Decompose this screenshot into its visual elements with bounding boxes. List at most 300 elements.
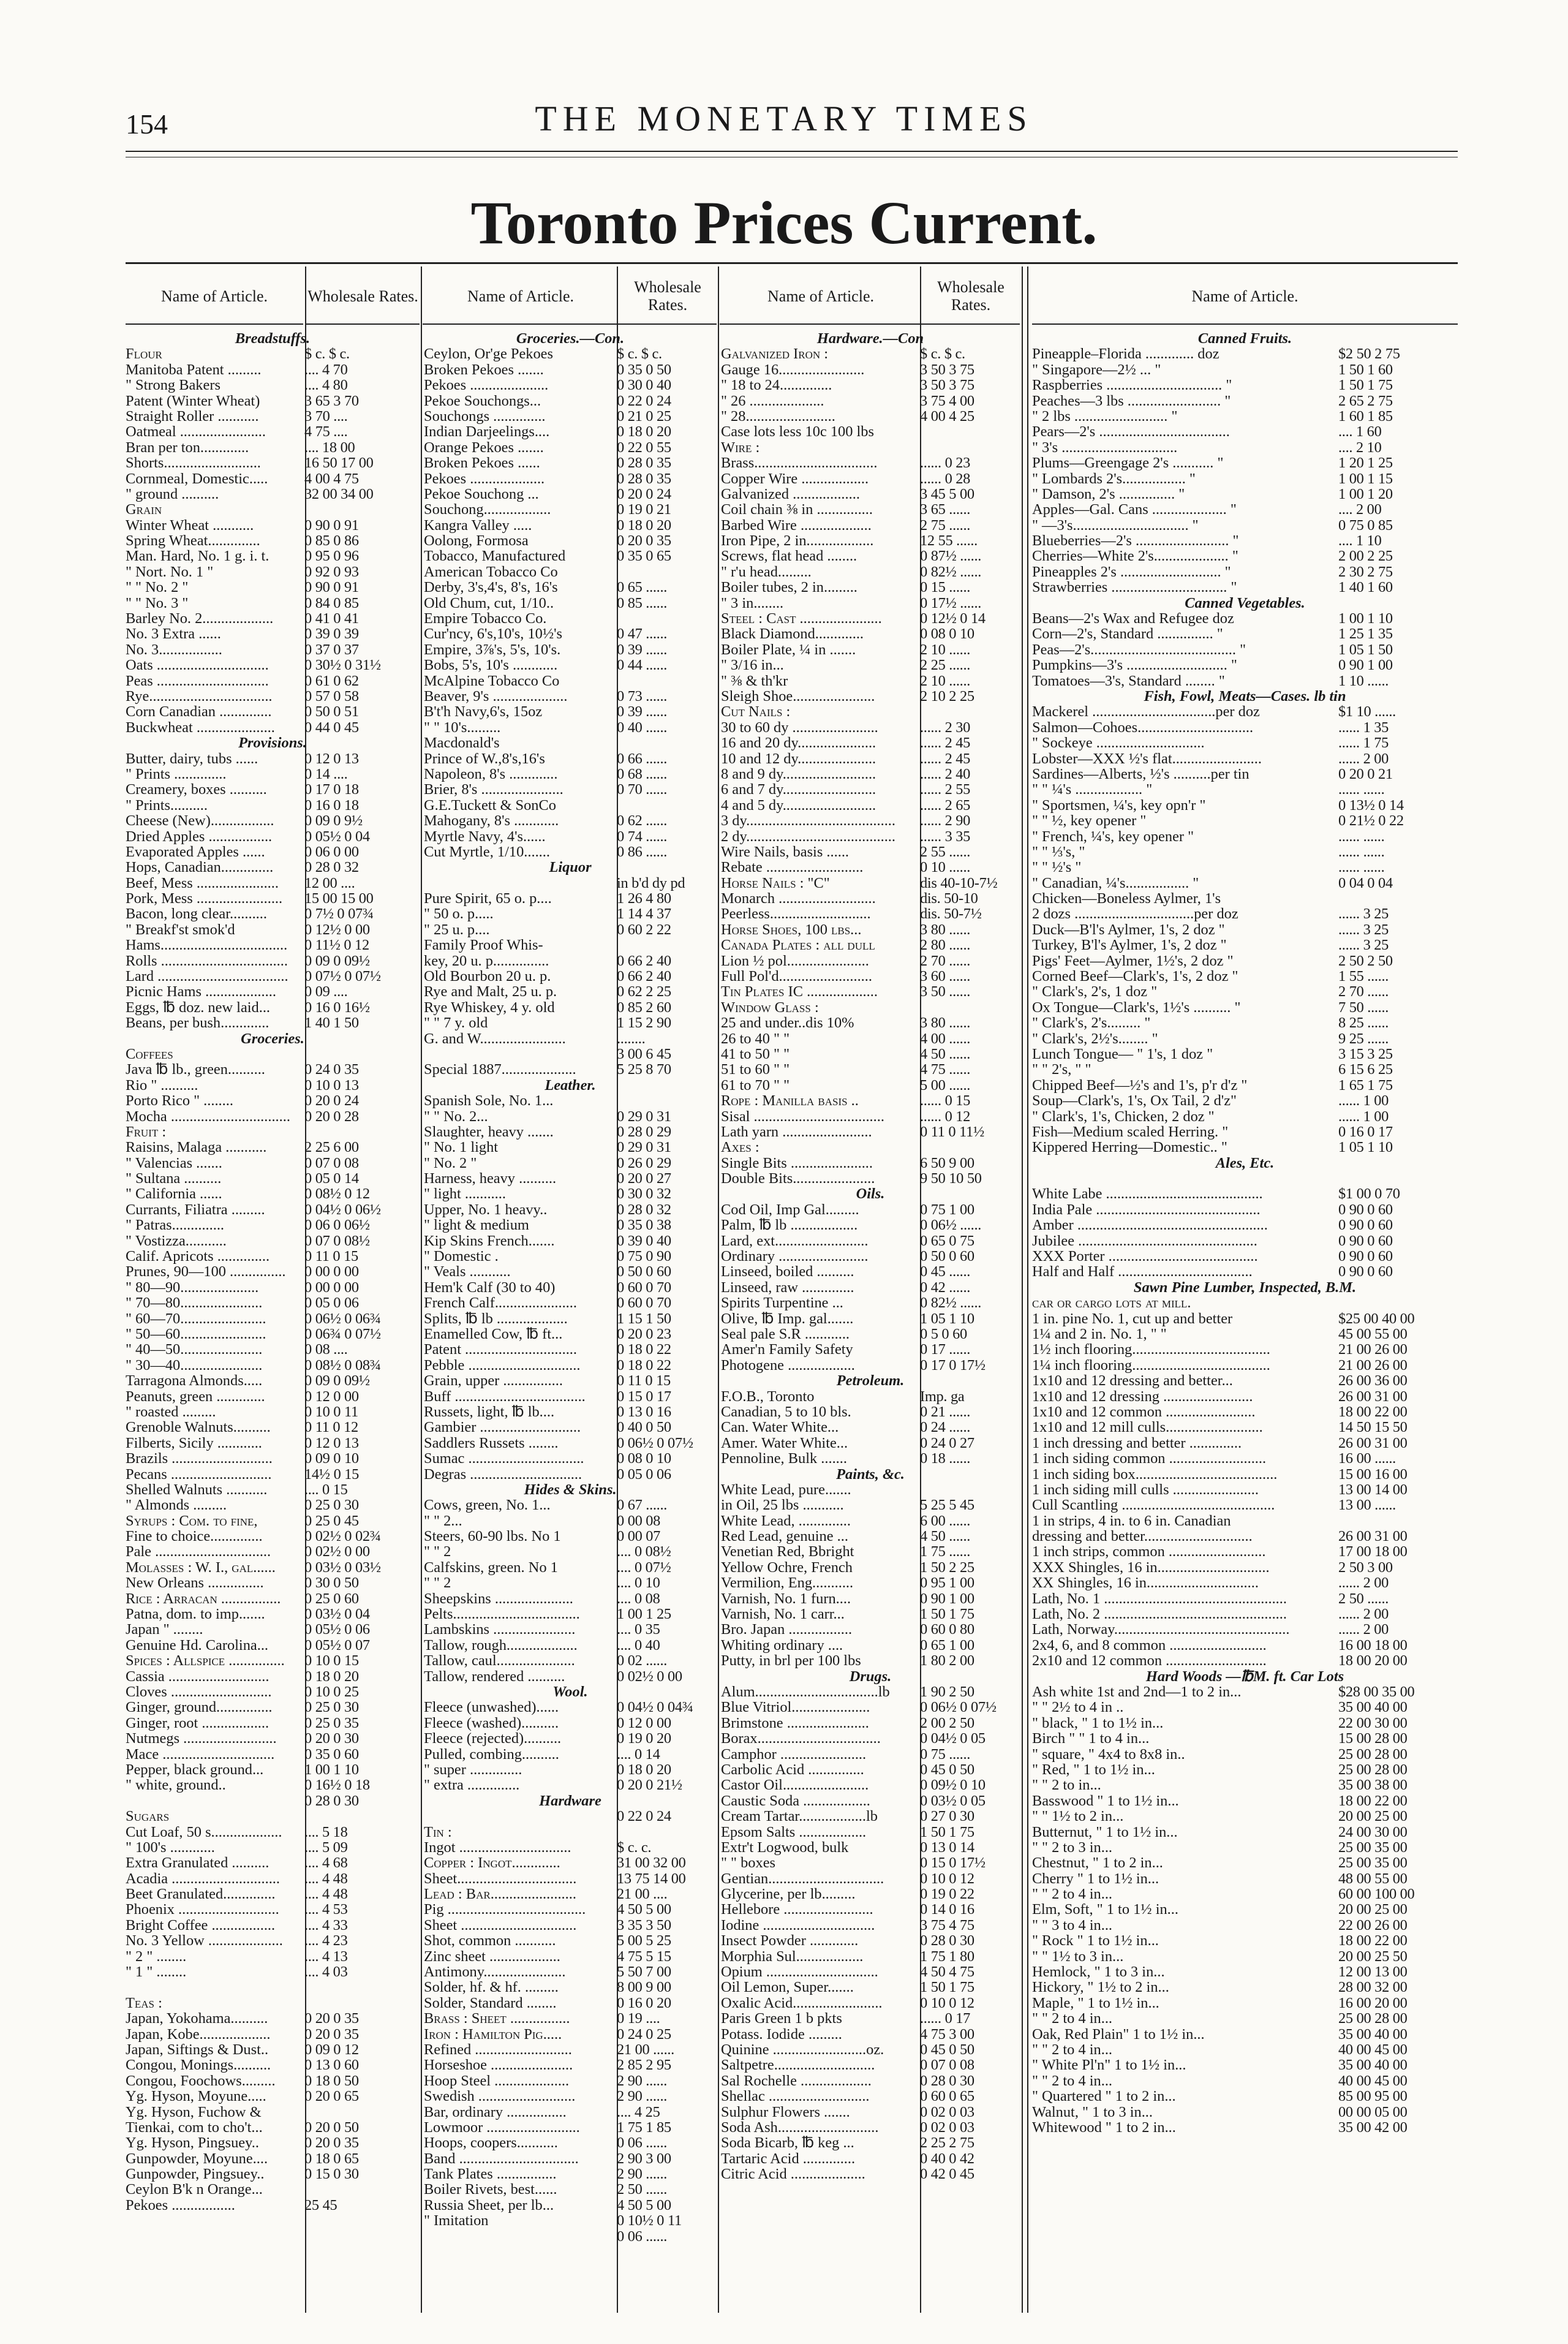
article-name: " " 2½ to 4 in ..: [1032, 1699, 1124, 1715]
article-name: McAlpine Tobacco Co: [424, 673, 560, 689]
section-heading: [1032, 689, 1458, 704]
article-name: Walnut, " 1 to 3 in...: [1032, 2104, 1153, 2120]
article-name: " Quartered " 1 to 2 in...: [1032, 2089, 1176, 2104]
wholesale-rate: .... 5 09: [304, 1839, 348, 1856]
article-name: Copper Wire ..................: [721, 471, 869, 486]
wholesale-rate: ...... 2 30: [920, 719, 971, 736]
article-name: Whiting ordinary ....: [721, 1637, 843, 1654]
article-name: " 1 " ........: [126, 1964, 187, 1980]
article-name: Lion ½ pol......................: [721, 953, 869, 969]
price-row: [126, 1622, 420, 1637]
article-name: 1x10 and 12 common ........................: [1032, 1404, 1256, 1420]
price-row: [424, 518, 717, 533]
article-name: Wire Nails, basis ......: [721, 844, 850, 860]
price-row: [424, 1249, 717, 1264]
price-row: [424, 1529, 717, 1544]
wholesale-rate: .... 4 13: [304, 1948, 348, 1965]
price-row: [721, 2027, 1020, 2042]
wholesale-rate: .... 4 80: [304, 377, 348, 393]
wholesale-rate: 0 21 ......: [920, 1404, 971, 1420]
wholesale-rate: 0 12 0 00: [617, 1715, 671, 1731]
article-name: " " 2 to 4 in...: [1032, 2011, 1113, 2027]
price-row: [126, 1124, 420, 1140]
price-row: [126, 1140, 420, 1155]
wholesale-rate: $1 10 ......: [1338, 704, 1396, 720]
wholesale-rate: 35 00 38 00: [1338, 1777, 1408, 1793]
wholesale-rate: [920, 704, 1020, 719]
price-row: [1032, 1933, 1458, 1948]
wholesale-rate: 0 28 0 32: [304, 860, 359, 875]
price-row: [424, 1217, 717, 1233]
price-row: [721, 1964, 1020, 1979]
wholesale-rate: 1 25 1 35: [1338, 626, 1393, 642]
price-row: [1032, 953, 1458, 969]
wholesale-rate: 0 05½ 0 04: [304, 828, 370, 844]
price-row: [126, 1186, 420, 1201]
wholesale-rate: 25 00 35 00: [1338, 1855, 1408, 1871]
article-name: Oats ..............................: [126, 657, 269, 673]
price-row: [424, 766, 717, 782]
price-row: [424, 704, 717, 719]
wholesale-rate: 0 42 0 45: [920, 2166, 974, 2182]
article-name: " Sportsmen, ¼'s, key opn'r ": [1032, 797, 1206, 814]
wholesale-rate: .... 4 23: [304, 1933, 348, 1949]
wholesale-rate: 4 75 5 15: [617, 1948, 671, 1965]
price-row: [424, 1731, 717, 1746]
article-name: Seal pale S.R ............: [721, 1326, 850, 1342]
wholesale-rate: .... 0 07½: [617, 1559, 671, 1576]
price-row: [721, 1902, 1020, 1917]
article-name: Cassia ...........................: [126, 1668, 270, 1684]
price-row: [721, 2120, 1020, 2135]
wholesale-rate: 4 50 ......: [920, 1529, 971, 1544]
wholesale-rate: .... 4 25: [617, 2104, 660, 2120]
wholesale-rate: 0 07½ 0 07½: [304, 969, 381, 985]
wholesale-rate: 0 85 2 60: [617, 999, 671, 1016]
price-row: [1032, 1062, 1458, 1077]
article-name: Spirits Turpentine ...: [721, 1295, 843, 1311]
article-name: Pig .....................................: [424, 1902, 586, 1918]
price-row: [126, 440, 420, 455]
wholesale-rate: ...... 2 00: [1338, 1622, 1389, 1638]
price-column-3: [721, 331, 1020, 2182]
price-row: [424, 1233, 717, 1249]
price-row: [126, 1544, 420, 1559]
wholesale-rate: 0 90 0 60: [1338, 1233, 1393, 1249]
wholesale-rate: 0 02½ 0 00: [304, 1544, 370, 1560]
wholesale-rate: 1 50 2 25: [920, 1559, 974, 1576]
price-row: [424, 2198, 717, 2213]
article-name: " No. 1 light: [424, 1140, 499, 1155]
price-row: [126, 1669, 420, 1684]
wholesale-rate: 1 00 1 25: [617, 1606, 671, 1622]
article-name: " Clark's, 2½'s........ ": [1032, 1030, 1158, 1046]
article-name: Indian Darjeelings....: [424, 424, 550, 440]
price-row: [1032, 1233, 1458, 1249]
article-name: " 60—70.......................: [126, 1310, 266, 1326]
price-row: [424, 1964, 717, 1979]
article-name: 41 to 50 " ": [721, 1046, 790, 1062]
article-name: Tin Plates IC ...................: [721, 984, 878, 1000]
wholesale-rate: 21 00 26 00: [1338, 1357, 1408, 1374]
price-row: [126, 782, 420, 797]
price-row: [721, 906, 1020, 921]
price-row: [721, 2042, 1020, 2057]
wholesale-rate: 2 75 ......: [920, 517, 971, 534]
wholesale-rate: 1 75 1 85: [617, 2119, 671, 2136]
price-row: [424, 1513, 717, 1529]
wholesale-rate: [304, 2104, 420, 2120]
article-name: Fish—Medium scaled Herring. ": [1032, 1124, 1229, 1140]
article-name: Hem'k Calf (30 to 40): [424, 1279, 556, 1296]
wholesale-rate: 0 09 0 9½: [304, 813, 363, 829]
wholesale-rate: 0 06½ 0 07½: [617, 1435, 693, 1451]
wholesale-rate: 0 03½ 0 05: [920, 1793, 986, 1809]
article-name: Tienkai, com to cho't...: [126, 2119, 263, 2136]
wholesale-rate: 0 28 0 29: [617, 1124, 671, 1140]
article-name: Morphia Sul..................: [721, 1948, 864, 1965]
price-row: [721, 1078, 1020, 1093]
price-row: [1032, 922, 1458, 937]
price-row: [424, 2011, 717, 2026]
price-row: [1032, 564, 1458, 580]
price-row: [126, 829, 420, 844]
wholesale-rate: 1 75 1 80: [920, 1948, 974, 1965]
price-row: [126, 1264, 420, 1279]
price-row: [721, 813, 1020, 828]
wholesale-rate: 0 05 0 14: [304, 1171, 359, 1187]
article-name: Bacon, long clear..........: [126, 906, 267, 922]
price-row: [126, 1046, 420, 1062]
wholesale-rate: 0 41 0 41: [304, 611, 359, 627]
article-name: Japan, Siftings & Dust..: [126, 2041, 269, 2058]
article-name: " black, " 1 to 1½ in...: [1032, 1715, 1164, 1731]
wholesale-rate: 0 90 0 60: [1338, 1264, 1393, 1280]
article-name: Beans, per bush.............: [126, 1015, 270, 1031]
wholesale-rate: 0 02 0 03: [920, 2119, 974, 2136]
wholesale-rate: 0 26 0 29: [617, 1155, 671, 1171]
price-row: [126, 1684, 420, 1699]
wholesale-rate: 4 00 4 25: [920, 408, 974, 425]
wholesale-rate: 0 00 0 00: [304, 1264, 359, 1280]
price-row: [1032, 486, 1458, 502]
article-name: Blue Vitriol.....................: [721, 1699, 870, 1715]
wholesale-rate: 0 02 ......: [617, 1653, 668, 1669]
price-row: [424, 844, 717, 860]
wholesale-rate: 25 45: [304, 2197, 337, 2214]
price-row: [721, 1249, 1020, 1264]
price-row: [1032, 409, 1458, 424]
price-row: [721, 595, 1020, 611]
article-name: " 40—50......................: [126, 1342, 263, 1358]
price-row: [1032, 1015, 1458, 1030]
price-row: [126, 1249, 420, 1264]
article-name: Hoops, coopers...........: [424, 2135, 558, 2151]
article-name: Coffees: [126, 1046, 173, 1062]
wholesale-rate: 0 29 0 31: [617, 1108, 671, 1124]
price-row: [424, 829, 717, 844]
price-row: [424, 1669, 717, 1684]
article-name: Pumpkins—3's ........................... ": [1032, 657, 1237, 673]
article-name: Mahogany, 8's ............: [424, 813, 559, 829]
article-name: Photogene ..................: [721, 1357, 855, 1374]
article-name: [424, 2229, 617, 2244]
article-name: Lath yarn ........................: [721, 1124, 872, 1140]
price-row: [721, 1886, 1020, 1902]
price-row: [721, 2135, 1020, 2150]
article-name: " " 2 to in...: [1032, 1777, 1101, 1793]
wholesale-rate: [1338, 1171, 1458, 1186]
article-name: Prunes, 90—100 ...............: [126, 1264, 286, 1280]
wholesale-rate: 2 70 ......: [1338, 984, 1389, 1000]
article-name: Blueberries—2's ......................... ": [1032, 533, 1239, 549]
article-name: Vermilion, Eng...........: [721, 1575, 854, 1591]
article-name: Oatmeal .......................: [126, 424, 266, 440]
price-row: [126, 1699, 420, 1715]
wholesale-rate: 2 65 2 75: [1338, 393, 1393, 409]
price-row: [424, 1342, 717, 1357]
price-row: [424, 346, 717, 361]
wholesale-rate: 0 25 0 45: [304, 1513, 359, 1529]
wholesale-rate: ........: [617, 1030, 646, 1046]
price-row: [424, 1280, 717, 1295]
article-name: Hickory, " 1½ to 2 in...: [1032, 1979, 1169, 1995]
wholesale-rate: 0 06 0 06½: [304, 1217, 370, 1233]
article-name: Lambskins ......................: [424, 1622, 576, 1638]
price-row: [1032, 1606, 1458, 1622]
wholesale-rate: .... 0 08: [617, 1590, 660, 1607]
wholesale-rate: dis 40-10-7½: [920, 875, 998, 891]
wholesale-rate: 1 50 1 60: [1338, 361, 1393, 378]
price-row: [721, 1747, 1020, 1762]
article-name: " " 3 to 4 in...: [1032, 1917, 1113, 1934]
article-name: Japan, Yokohama..........: [126, 2011, 268, 2027]
wholesale-rate: 3 45 5 00: [920, 486, 974, 502]
price-row: [1032, 642, 1458, 657]
price-row: [126, 1078, 420, 1093]
price-row: [424, 2057, 717, 2073]
column-1-name-header: Name of Article.: [126, 270, 303, 325]
wholesale-rate: 0 44 0 45: [304, 719, 359, 736]
wholesale-rate: 0 22 0 24: [617, 393, 671, 409]
price-row: [721, 1777, 1020, 1793]
wholesale-rate: 0 06½ ......: [920, 1217, 982, 1233]
wholesale-rate: 0 42 ......: [920, 1279, 971, 1296]
wholesale-rate: 0 11 0 15: [617, 1373, 671, 1389]
wholesale-rate: [1338, 1513, 1458, 1529]
article-name: 1¼ and 2 in. No. 1, " ": [1032, 1326, 1167, 1342]
price-row: [1032, 1467, 1458, 1482]
article-name: Canned Fruits.: [1197, 331, 1292, 347]
wholesale-rate: 16 00 18 00: [1338, 1637, 1408, 1654]
price-row: [126, 1342, 420, 1357]
wholesale-rate: ...... 0 12: [920, 1108, 971, 1124]
price-row: [721, 1622, 1020, 1637]
article-name: Rye and Malt, 25 u. p.: [424, 984, 557, 1000]
price-row: [721, 860, 1020, 875]
article-name: Saddlers Russets ........: [424, 1435, 559, 1451]
wholesale-rate: 0 18 0 20: [617, 424, 671, 440]
price-row: [424, 1295, 717, 1310]
article-name: Ceylon B'k n Orange...: [126, 2182, 263, 2198]
wholesale-rate: 0 20 0 24: [304, 1093, 359, 1109]
price-row: [721, 969, 1020, 984]
price-row: [126, 1420, 420, 1435]
article-name: dressing and better.............................: [1032, 1529, 1253, 1544]
article-name: Drugs.: [849, 1668, 892, 1684]
article-name: Rolls ..................................: [126, 953, 288, 969]
wholesale-rate: 0 18 0 22: [617, 1342, 671, 1358]
article-name: " No. 2 ": [424, 1155, 477, 1171]
wholesale-rate: 1 00 1 20: [1338, 486, 1393, 502]
wholesale-rate: [304, 1995, 420, 2011]
wholesale-rate: 0 60 0 70: [617, 1295, 671, 1311]
wholesale-rate: 25 00 28 00: [1338, 1761, 1408, 1778]
masthead: THE MONETARY TIMES: [535, 99, 1033, 138]
price-row: [126, 2166, 420, 2182]
price-row: [126, 1902, 420, 1917]
price-row: [1032, 1529, 1458, 1544]
article-name: Butternut, " 1 to 1½ in...: [1032, 1824, 1178, 1840]
wholesale-rate: 0 25 0 35: [304, 1715, 359, 1731]
article-name: Rye Whiskey, 4 y. old: [424, 999, 555, 1016]
price-row: [721, 1062, 1020, 1077]
article-name: No. 3.................: [126, 641, 222, 658]
price-row: [126, 1762, 420, 1777]
wholesale-rate: 3 70 ....: [304, 408, 348, 425]
wholesale-rate: 0 02½ 0 00: [617, 1668, 682, 1684]
section-heading: [1032, 1155, 1458, 1171]
article-name: Shorts..........................: [126, 455, 261, 471]
price-row: [1032, 1326, 1458, 1342]
price-row: [126, 1979, 420, 1995]
price-row: [1032, 502, 1458, 517]
wholesale-rate: 0 50 0 51: [304, 704, 359, 720]
price-row: [126, 626, 420, 641]
wholesale-rate: 15 00 16 00: [1338, 1466, 1408, 1482]
article-name: " —3's............................... ": [1032, 517, 1199, 534]
wholesale-rate: .... 4 03: [304, 1964, 348, 1980]
price-row: [721, 502, 1020, 517]
wholesale-rate: 1 90 2 50: [920, 1684, 974, 1700]
wholesale-rate: 0 20 0 28: [304, 1108, 359, 1124]
title-rule: [126, 262, 1458, 264]
article-name: Beef, Mess ......................: [126, 875, 279, 891]
wholesale-rate: .... 0 14: [617, 1746, 660, 1762]
article-name: " Nort. No. 1 ": [126, 564, 214, 580]
article-name: 25 and under..dis 10%: [721, 1015, 854, 1031]
price-row: [721, 1015, 1020, 1030]
wholesale-rate: 0 22 0 24: [617, 1809, 671, 1824]
article-name: " " 2 to 4 in...: [1032, 2041, 1113, 2058]
wholesale-rate: 0 20 0 35: [304, 2135, 359, 2151]
wholesale-rate: 22 00 26 00: [1338, 1917, 1408, 1934]
article-name: Beaver, 9's ....................: [424, 688, 568, 705]
article-name: Patent (Winter Wheat): [126, 393, 260, 409]
article-name: G. and W.......................: [424, 1030, 566, 1046]
price-row: [721, 704, 1020, 719]
article-name: Epsom Salts ..................: [721, 1824, 867, 1840]
article-name: Kangra Valley .....: [424, 517, 532, 534]
wholesale-rate: $25 00 40 00: [1338, 1310, 1415, 1326]
article-name: 1x10 and 12 dressing and better...: [1032, 1373, 1233, 1389]
wholesale-rate: 0 12½ 0 00: [304, 921, 370, 938]
wholesale-rate: ...... 0 23: [920, 455, 971, 471]
price-row: [1032, 1824, 1458, 1840]
wholesale-rate: 0 65 0 75: [920, 1233, 974, 1249]
article-name: Kippered Herring—Domestic.. ": [1032, 1140, 1227, 1155]
wholesale-rate: $28 00 35 00: [1338, 1684, 1415, 1700]
wholesale-rate: 1 65 1 75: [1338, 1077, 1393, 1094]
price-row: [424, 1902, 717, 1917]
price-row: [1032, 1031, 1458, 1046]
wholesale-rate: 0 08½ 0 12: [304, 1186, 370, 1202]
article-name: F.O.B., Toronto: [721, 1388, 815, 1404]
price-row: [126, 393, 420, 409]
article-name: Congou, Foochows.........: [126, 2073, 276, 2089]
price-row: [721, 1949, 1020, 1964]
price-row: [721, 875, 1020, 891]
article-name: " ⅜ & th'kr: [721, 673, 788, 689]
price-row: [126, 1373, 420, 1388]
price-row: [424, 1949, 717, 1964]
price-row: [126, 1155, 420, 1171]
price-row: [424, 1777, 717, 1793]
wholesale-rate: [617, 673, 717, 689]
article-name: " " boxes: [721, 1855, 776, 1871]
price-row: [721, 1544, 1020, 1559]
price-row: [1032, 829, 1458, 844]
wholesale-rate: 1 60 1 85: [1338, 408, 1393, 425]
wholesale-rate: 0 18 0 20: [304, 1668, 359, 1684]
price-row: [1032, 548, 1458, 564]
wholesale-rate: 0 90 0 91: [304, 517, 359, 534]
price-row: [126, 1933, 420, 1948]
price-row: [1032, 1560, 1458, 1575]
article-name: Half and Half ....................................: [1032, 1264, 1253, 1280]
article-name: XXX Shingles, 16 in..............................: [1032, 1559, 1270, 1576]
article-name: Ginger, root ..................: [126, 1715, 270, 1731]
wholesale-rate: 0 00 07: [617, 1529, 661, 1544]
wholesale-rate: 0 05½ 0 06: [304, 1622, 370, 1638]
article-name: Case lots less 10c 100 lbs: [721, 424, 874, 440]
article-name: Corned Beef—Clark's, 1's, 2 doz ": [1032, 969, 1238, 985]
article-name: " square, " 4x4 to 8x8 in..: [1032, 1746, 1185, 1762]
article-name: Monarch ..........................: [721, 891, 876, 907]
wholesale-rate: [617, 735, 717, 750]
price-row: [721, 1529, 1020, 1544]
article-name: Solder, Standard ........: [424, 1995, 557, 2011]
price-row: [1032, 875, 1458, 891]
wholesale-rate: ...... ......: [1338, 782, 1385, 798]
wholesale-rate: 1 50 1 75: [1338, 377, 1393, 393]
wholesale-rate: 0 15 0 17: [617, 1388, 671, 1404]
price-row: [721, 2011, 1020, 2026]
price-row: [424, 409, 717, 424]
wholesale-rate: 0 08 ....: [304, 1342, 348, 1358]
price-row: [424, 1109, 717, 1124]
article-name: Grain: [126, 502, 162, 518]
wholesale-rate: .... 4 48: [304, 1870, 348, 1887]
article-name: Corn Canadian ..............: [126, 704, 272, 720]
article-name: Grain, upper ................: [424, 1373, 563, 1389]
article-name: Double Bits......................: [721, 1171, 875, 1187]
price-row: [424, 2151, 717, 2166]
price-row: [126, 642, 420, 657]
article-name: Wool.: [552, 1684, 588, 1700]
wholesale-rate: ...... 2 55: [920, 782, 971, 798]
wholesale-rate: ...... 2 90: [920, 813, 971, 829]
